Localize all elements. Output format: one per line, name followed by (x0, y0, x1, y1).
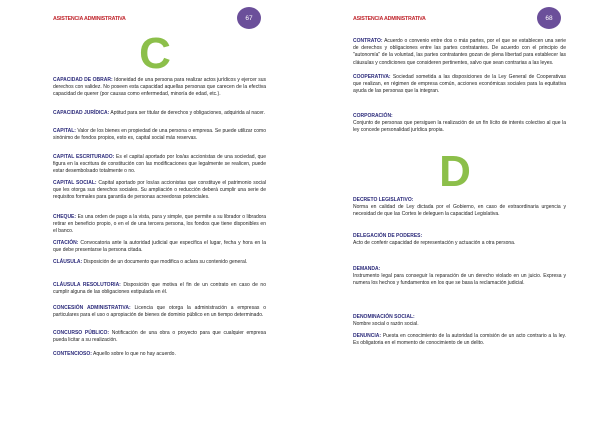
glossary-entry (53, 110, 266, 117)
glossary-term: DENUNCIA: (353, 333, 382, 339)
glossary-definition: Aquello sobre lo que no hay acuerdo. (91, 351, 176, 357)
glossary-term: DENOMINACIÓN SOCIAL: (353, 314, 415, 320)
glossary-definition: Puesta en conocimiento de la autoridad la comisión de un acto contrario a la ley. Es obligatoria en el momento de conocimiento de un delito. (353, 333, 566, 347)
glossary-definition: Disposición de un documento que modifica o aclara su contenido general. (82, 259, 248, 265)
glossary-term: DELEGACIÓN DE PODERES: (353, 233, 423, 239)
glossary-definition: Es el capital aportado por los/as accionistas de una sociedad, que figura en la escritura de constitución con las modificaciones que legalmente se realicen, puede estar desembolsado totalmente o no. (53, 154, 266, 175)
glossary-term: CAPITAL SOCIAL: (53, 180, 97, 186)
glossary-definition: Norma en calidad de Ley dictada por el Gobierno, en caso de extraordinaria urgencia y necesidad de que las Cortes le deleguen la capacidad Legislativa. (353, 204, 566, 218)
glossary-entry (53, 77, 266, 99)
glossary-entry (53, 259, 266, 266)
glossary-term: CLÁUSULA: (53, 259, 83, 265)
glossary-definition: Disposición que motiva el fin de un contrato en caso de no cumplir alguna de las obligaciones estipulada en él. (53, 282, 266, 296)
glossary-term: CONCESIÓN ADMINISTRATIVA: (53, 305, 131, 311)
glossary-entry (353, 333, 566, 347)
glossary-entry (53, 351, 266, 358)
glossary-definition: Nombre social o razón social. (353, 321, 419, 328)
page-number-badge: 68 (537, 7, 561, 29)
glossary-term: CHEQUE: (53, 214, 77, 220)
glossary-entry (53, 214, 266, 236)
glossary-definition: Capital aportado por los/as accionistas que constituye el patrimonio social que les otorga sus derechos sociales. Su ampliación o reducción deberá cumplir una serie de requisitos formales para garantía de personas acreedoras potenciales. (53, 180, 267, 201)
glossary-definition: Convocatoria ante la autoridad judicial que especifica el lugar, fecha y hora en la que debe presentarse la persona citada. (53, 240, 266, 254)
glossary-term: CAPACIDAD DE OBRAR: (53, 77, 113, 83)
glossary-term: CAPITAL: (53, 128, 76, 134)
glossary-definition: Valor de los bienes en propiedad de una persona o empresa. Se puede utilizar como sinónimo de fondos propios, esto es, capital social más reservas. (53, 128, 266, 142)
page-68 (300, 0, 600, 424)
glossary-definition: Instrumento legal para conseguir la reparación de un derecho violado en un juicio. Expresa y numera los hechos y fundamentos en los que se basa la reclamación judicial. (353, 273, 566, 287)
glossary-entry (353, 233, 566, 247)
section-letter: C (139, 29, 171, 78)
running-header: ASISTENCIA ADMINISTRATIVA (353, 16, 426, 22)
glossary-definition: Acto de conferir capacidad de representación y actuación a otra persona. (353, 240, 516, 247)
glossary-term: CONTENCIOSO: (53, 351, 92, 357)
glossary-entry (53, 305, 266, 319)
glossary-term: DECRETO LEGISLATIVO: (353, 197, 414, 203)
glossary-definition: Acuerdo o convenio entre dos o más partes, por el que se establecen una serie de derechos y obligaciones entre las partes contratantes. De acuerdo con el principio de "autonomía" de la voluntad, las partes contratantes gozan de plena libertad para establecer las cláusulas y condiciones que consideren pertinentes, salvo que sean contrarias a las leyes. (353, 38, 566, 66)
glossary-entry (53, 330, 266, 344)
glossary-term: CAPITAL ESCRITURADO: (53, 154, 115, 160)
glossary-term: CITACIÓN: (53, 240, 79, 246)
glossary-entry (353, 38, 566, 67)
glossary-entry (53, 180, 266, 202)
glossary-definition: Conjunto de personas que persiguen la realización de un fin lícito de interés colectivo al que la ley concede personalidad jurídica propia. (353, 120, 566, 134)
glossary-entry (53, 282, 266, 296)
glossary-definition: Aptitud para ser titular de derechos y obligaciones, adquirida al nacer. (109, 110, 265, 116)
glossary-term: CONCURSO PÚBLICO: (53, 330, 110, 336)
glossary-term: COOPERATIVA: (353, 74, 391, 80)
glossary-entry (353, 113, 566, 135)
glossary-entry (353, 74, 566, 96)
glossary-term: DEMANDA: (353, 266, 381, 272)
section-letter: D (439, 147, 471, 196)
page-number-badge: 67 (237, 7, 261, 29)
glossary-entry (353, 314, 566, 328)
glossary-entry (53, 128, 266, 142)
glossary-entry (353, 266, 566, 288)
glossary-definition: Sociedad sometida a las disposiciones de la Ley General de Cooperativas que realizan, en régimen de empresa común, acciones económicas sociales para la equitativa ayuda de las personas que la integran. (353, 74, 566, 95)
glossary-entry (353, 197, 566, 219)
glossary-definition: Idoneidad de una persona para realizar actos jurídicos y ejercer sus derechos con validez. No poseen esta capacidad aquellas personas que carecen de la efectiva capacidad de querer (por causas como enfermedad, minoría de edad, etc.). (53, 77, 266, 98)
glossary-term: CORPORACIÓN: (353, 113, 393, 119)
glossary-term: CAPACIDAD JURÍDICA: (53, 110, 110, 116)
glossary-definition: Es una orden de pago a la vista, pura y simple, que permite a su librador o libradora retirar en beneficio propio, o en el de una tercera persona, los fondos que tiene disponibles en el banco. (53, 214, 266, 235)
glossary-entry (53, 154, 266, 176)
glossary-definition: Notificación de una obra o proyecto para que cualquier empresa pueda licitar a su realización. (53, 330, 266, 344)
glossary-term: CLÁUSULA RESOLUTORIA: (53, 282, 121, 288)
glossary-entry (53, 240, 266, 254)
glossary-term: CONTRATO: (353, 38, 383, 44)
running-header: ASISTENCIA ADMINISTRATIVA (53, 16, 126, 22)
glossary-definition: Licencia que otorga la administración a empresas o particulares para el uso o apropiación de bienes de dominio público en un tiempo determinado. (53, 305, 266, 319)
